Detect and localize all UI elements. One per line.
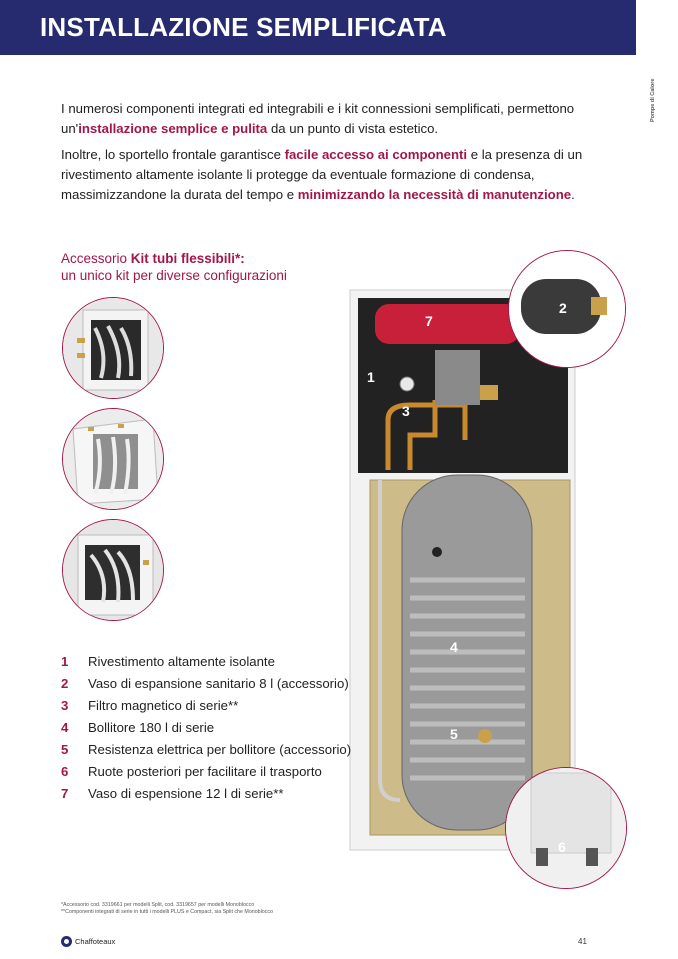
intro-paragraph-2 xyxy=(61,145,601,205)
intro-p2-text-e: . xyxy=(571,187,575,202)
kit-photo-1 xyxy=(62,297,164,399)
intro-paragraph-1 xyxy=(61,99,601,139)
list-item-text: Resistenza elettrica per bollitore (accessorio) xyxy=(88,742,352,757)
list-item-number: 4 xyxy=(61,720,69,735)
intro-text xyxy=(61,99,601,211)
list-item xyxy=(61,762,361,781)
list-item-text: Vaso di espansione sanitario 8 l (accessorio) xyxy=(88,676,349,691)
footnote-1: *Accessorio cod. 3319661 per modelli Split, cod. 3319657 per modelli Monoblocco xyxy=(61,902,255,908)
list-item-text: Filtro magnetico di serie** xyxy=(88,698,239,713)
marker-3: 3 xyxy=(402,403,410,419)
accessory-prefix: Accessorio xyxy=(61,251,131,266)
kit-photo-2-illustration xyxy=(63,409,163,509)
intro-p1-highlight: installazione semplice e pulita xyxy=(78,121,268,136)
magnetic-filter xyxy=(435,350,480,405)
detail-rear-wheels xyxy=(505,767,627,889)
list-item-text: Vaso di espensione 12 l di serie** xyxy=(88,786,284,801)
kit-photo-1-illustration xyxy=(63,298,163,398)
detail-expansion-vessel xyxy=(508,250,626,368)
list-item xyxy=(61,652,361,671)
page-header xyxy=(0,0,636,55)
marker-6: 6 xyxy=(558,839,566,855)
list-item-number: 7 xyxy=(61,786,69,801)
valve-fitting xyxy=(480,385,498,400)
intro-p2-text-c: e la presenza di un rivestimento altamente isolante li protegge da eventuale formazione di condensa, massimizzandone la durata del tempo e xyxy=(61,147,583,202)
accessory-subtitle: un unico kit per diverse configurazioni xyxy=(61,268,287,283)
footnotes xyxy=(61,902,273,916)
list-item xyxy=(61,784,361,803)
detail-rear-wheels-illustration xyxy=(506,768,626,888)
accessory-name: Kit tubi flessibili*: xyxy=(130,251,245,266)
brand-name: Chaffoteaux xyxy=(75,937,116,946)
pressure-gauge xyxy=(400,377,414,391)
page-title: INSTALLAZIONE SEMPLIFICATA xyxy=(40,12,447,42)
list-item-number: 3 xyxy=(61,698,69,713)
intro-p2-text-a: Inoltre, lo sportello frontale garantisce xyxy=(61,147,285,162)
brand-logo-icon xyxy=(61,936,72,947)
component-list xyxy=(61,652,361,806)
kit-photo-3-illustration xyxy=(63,520,163,620)
accessory-heading xyxy=(61,250,287,284)
kit-photo-2 xyxy=(62,408,164,510)
kit-photo-3 xyxy=(62,519,164,621)
intro-p1-text-c: da un punto di vista estetico. xyxy=(267,121,439,136)
intro-p2-highlight-1: facile accesso ai componenti xyxy=(284,147,468,162)
brand-footer xyxy=(61,936,115,947)
list-item xyxy=(61,740,361,759)
list-item-text: Rivestimento altamente isolante xyxy=(88,654,275,669)
marker-4: 4 xyxy=(450,639,458,655)
list-item-text: Ruote posteriori per facilitare il trasporto xyxy=(88,764,322,779)
detail-expansion-vessel-illustration xyxy=(509,251,625,367)
list-item-number: 2 xyxy=(61,676,69,691)
list-item xyxy=(61,696,361,715)
list-item-text: Bollitore 180 l di serie xyxy=(88,720,215,735)
marker-7: 7 xyxy=(425,313,433,329)
list-item-number: 1 xyxy=(61,654,69,669)
list-item-number: 5 xyxy=(61,742,69,757)
electric-heater-fitting xyxy=(478,729,492,743)
intro-p1-text-a: I numerosi componenti integrati ed integrabili e i kit connessioni semplificati, permettono un' xyxy=(61,101,575,136)
marker-2: 2 xyxy=(559,300,567,316)
accessory-title xyxy=(61,250,287,267)
footnote-2: **Componenti integrati di serie in tutti i modelli PLUS e Compact, sia Split che Monoblocco xyxy=(61,909,273,915)
tank-sensor xyxy=(432,547,442,557)
marker-5: 5 xyxy=(450,726,458,742)
page-number: 41 xyxy=(578,937,587,946)
expansion-vessel-12l xyxy=(375,304,520,344)
list-item xyxy=(61,718,361,737)
section-side-label: Pompe di Calore xyxy=(650,78,656,122)
marker-1: 1 xyxy=(367,369,375,385)
intro-p2-highlight-2: minimizzando la necessità di manutenzione xyxy=(297,187,572,202)
list-item-number: 6 xyxy=(61,764,69,779)
list-item xyxy=(61,674,361,693)
